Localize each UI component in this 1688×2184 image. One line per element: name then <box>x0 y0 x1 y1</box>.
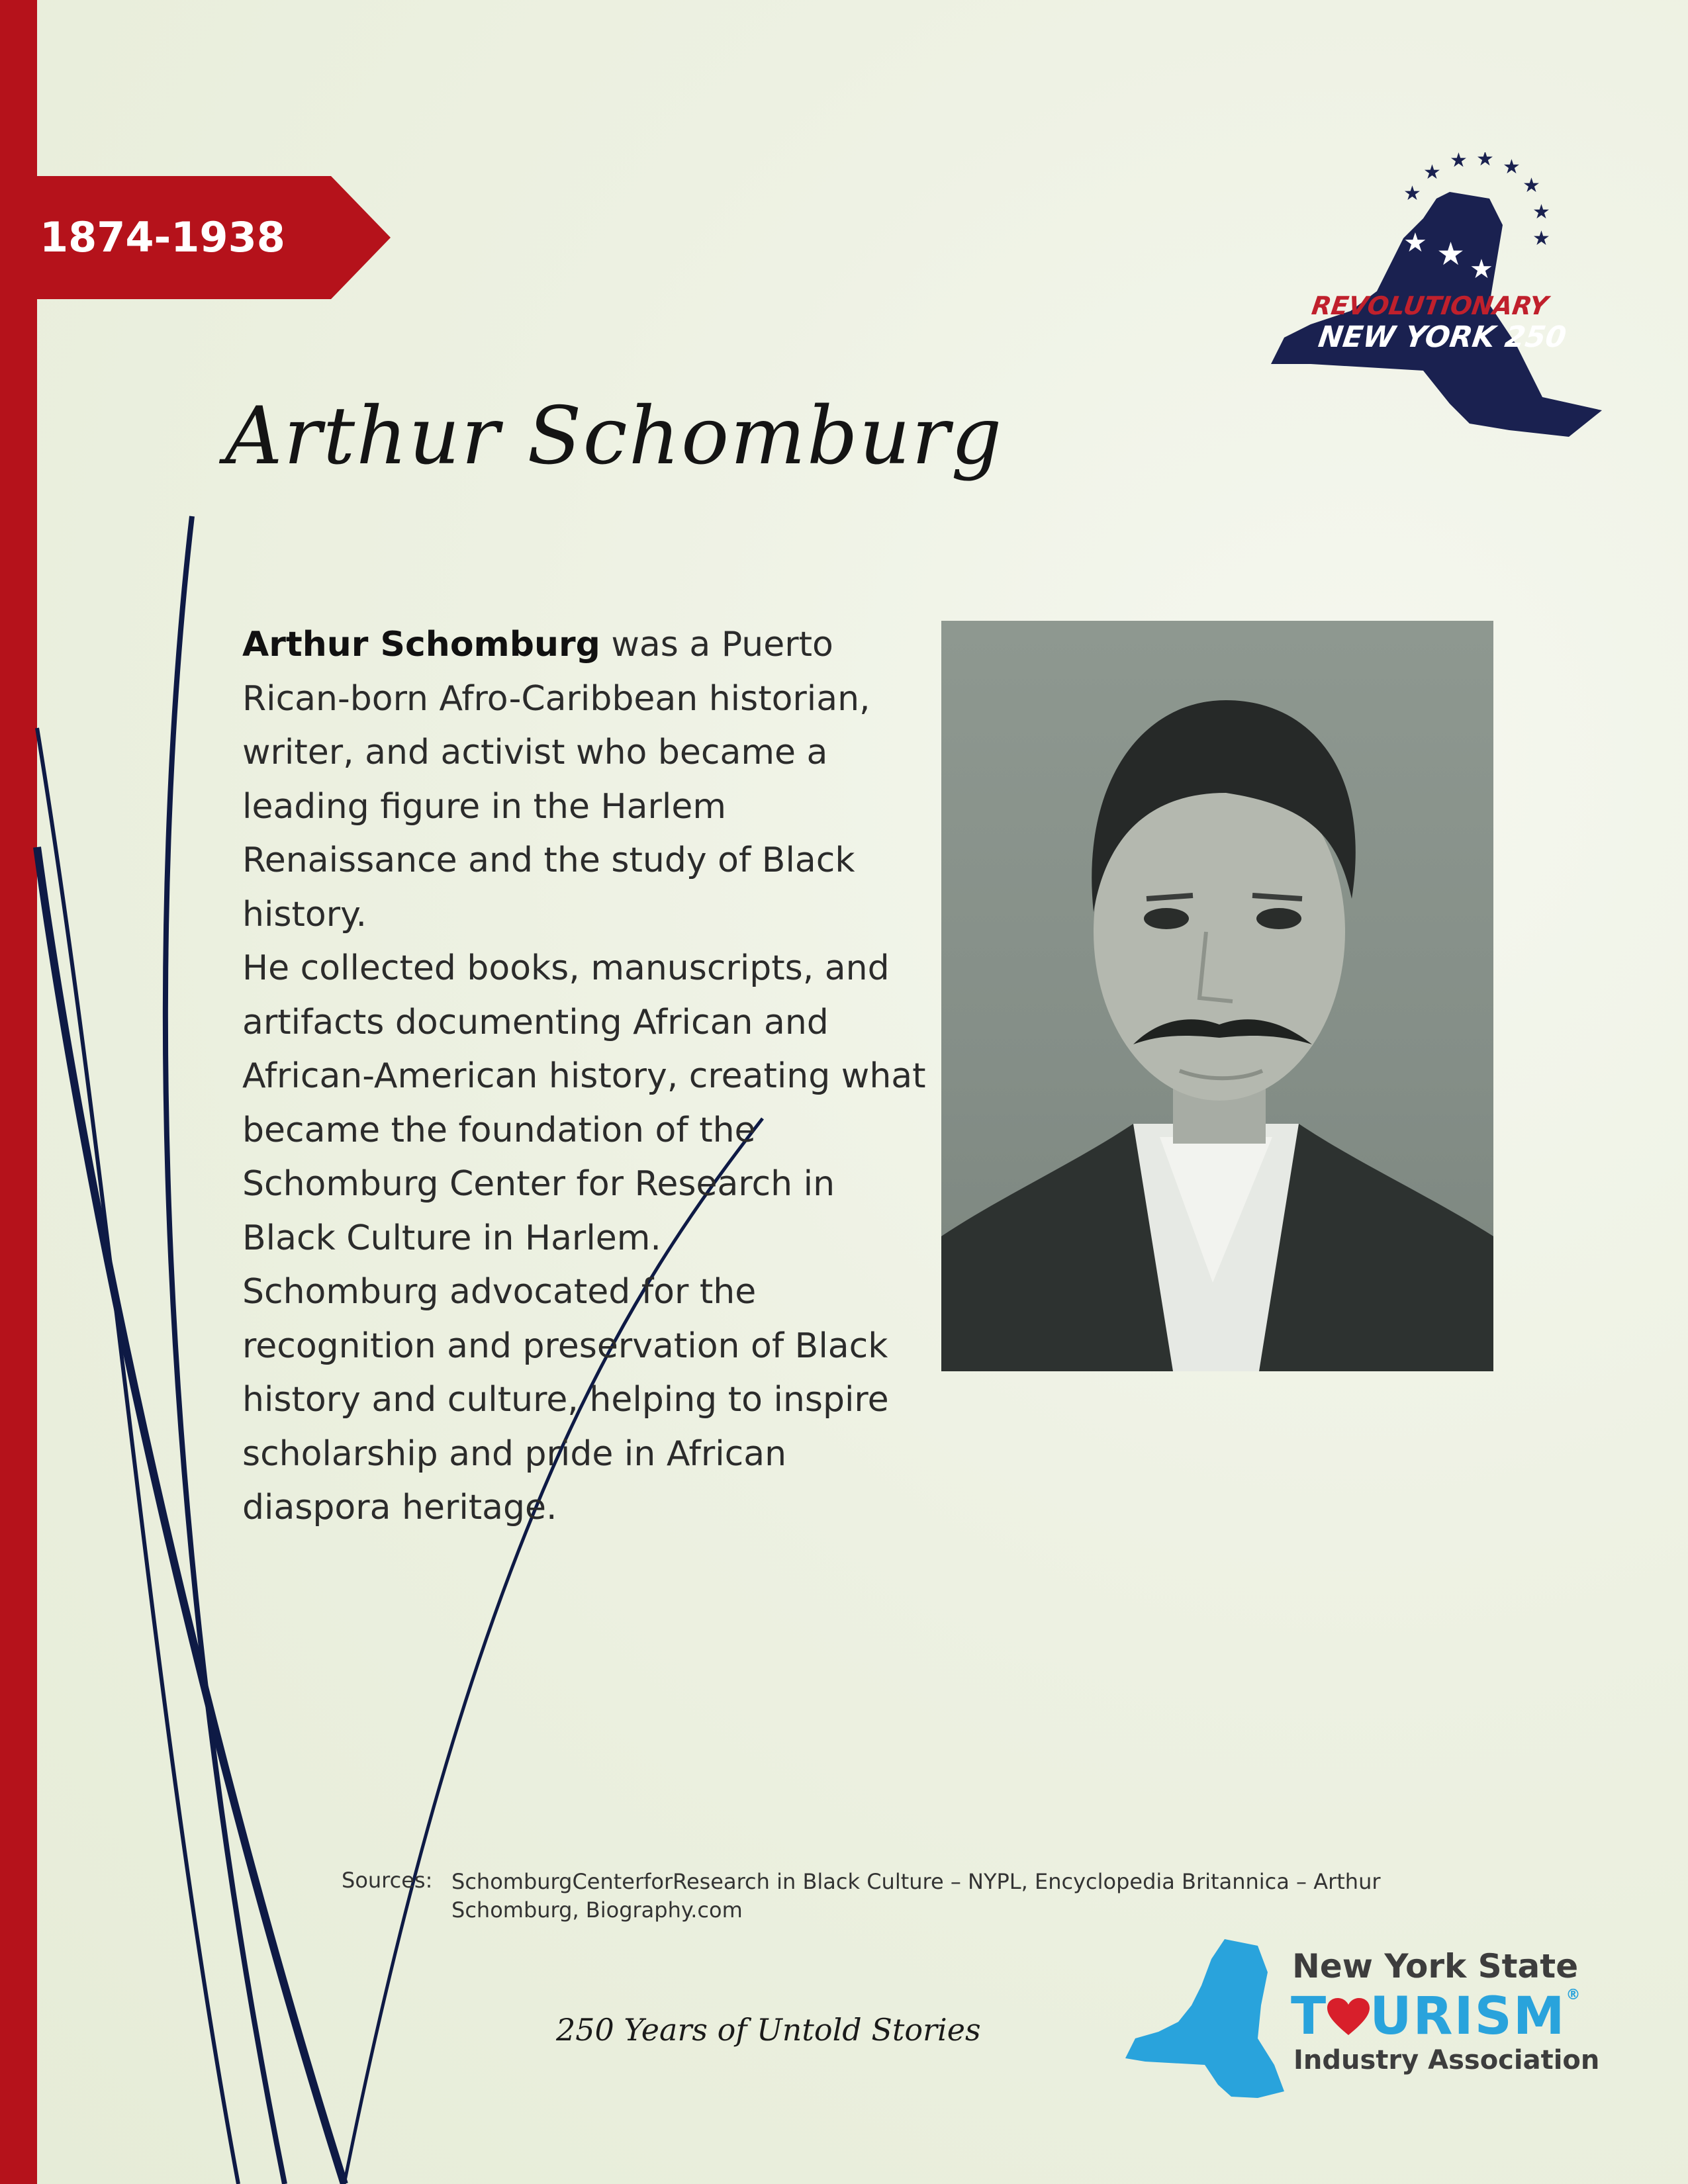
new-york-250-text <box>1316 320 1568 354</box>
tourism-line-3: Industry Association <box>1293 2045 1600 2075</box>
svg-text:★: ★ <box>1476 152 1494 171</box>
page-title: Arthur Schomburg <box>225 390 1004 482</box>
number-250: 250 <box>1503 320 1569 354</box>
svg-text:★: ★ <box>1523 174 1540 197</box>
svg-text:★: ★ <box>1436 236 1466 273</box>
svg-text:★: ★ <box>1450 152 1468 172</box>
sources-text: SchomburgCenterforResearch in Black Culture – NYPL, Encyclopedia Britannica – Arthur Schomburg, Biography.com <box>451 1869 1381 1923</box>
tourism-line-1: New York State <box>1292 1947 1579 1985</box>
svg-text:★: ★ <box>1532 201 1550 224</box>
svg-text:★: ★ <box>1403 228 1427 258</box>
tagline: 250 Years of Untold Stories <box>556 2012 981 2048</box>
paragraph-1 <box>242 618 937 942</box>
paragraph-3: Schomburg advocated for the recognition and preservation of Black history and culture, helping to inspire scholarship and pride in African diaspora heritage. <box>242 1272 889 1527</box>
revolutionary-text: REVOLUTIONARY <box>1309 291 1550 320</box>
svg-text:★: ★ <box>1503 156 1521 179</box>
paragraph-2: He collected books, manuscripts, and artifacts documenting African and African-American history, creating what became the foundation of the Schomburg Center for Research in Black Culture in Harlem. <box>242 948 926 1258</box>
heart-icon <box>1327 1998 1370 2036</box>
new-york-state-map-icon <box>1125 1933 1291 2111</box>
svg-text:★: ★ <box>1423 161 1441 184</box>
portrait-photo <box>941 621 1493 1371</box>
revolutionary-new-york-logo <box>1271 152 1602 450</box>
paragraph-1-text: was a Puerto Rican-born Afro-Caribbean historian, writer, and activist who became a leading figure in the Harlem Renaissance and the study of Black history. <box>242 625 870 934</box>
tourism-association-logo <box>1125 1933 1615 2111</box>
date-range: 1874-1938 <box>40 213 285 261</box>
sources-label: Sources: <box>342 1868 433 1893</box>
portrait-illustration <box>941 621 1493 1371</box>
tourism-urism: URISM <box>1370 1987 1566 2046</box>
svg-text:★: ★ <box>1470 254 1493 285</box>
svg-text:★: ★ <box>1532 227 1550 250</box>
registered-mark: ® <box>1566 1987 1582 2003</box>
tourism-line-2 <box>1291 1987 1581 2046</box>
date-tab <box>0 176 391 299</box>
biography-text <box>242 618 937 1535</box>
lead-name: Arthur Schomburg <box>242 625 600 664</box>
tourism-t: T <box>1291 1987 1328 2046</box>
new-york-text: NEW YORK <box>1316 320 1497 354</box>
svg-text:★: ★ <box>1403 182 1421 205</box>
